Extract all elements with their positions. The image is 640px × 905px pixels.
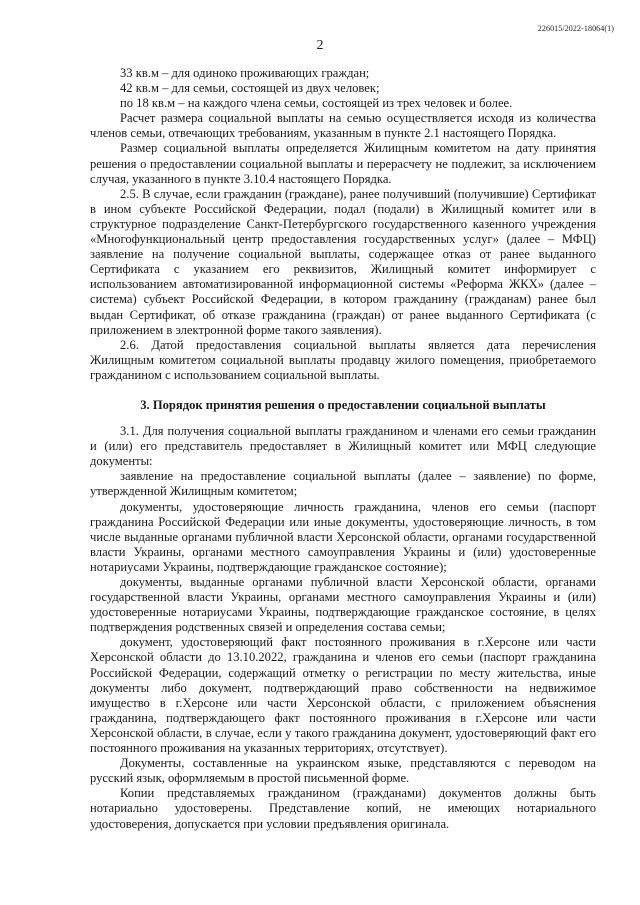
clause-3-1: 3.1. Для получения социальной выплаты гражданином и членами его семьи гражданин и (или) его представитель предоставляет в Жилищный комитет или МФЦ следующие документы: bbox=[90, 424, 596, 469]
area-norm-two: 42 кв.м – для семьи, состоящей из двух человек; bbox=[120, 81, 380, 96]
doc-item-residence: документ, удостоверяющий факт постоянного проживания в г.Херсоне или части Херсонской области до 13.10.2022, гражданина и членов его семьи (паспорт гражданина Российской Федерации, содержащий отметку о регистрации по месту жительства, иные документы либо документ, подтверждающий право собственности на недвижимое имущество в г.Херсоне или части Херсонской области, с приложением объяснения гражданина, подтверждающего факт постоянного проживания в г.Херсоне или части Херсонской области, в случае, если у такого гражданина документ, удостоверяющий факт его постоянного проживания на указанных территориях, отсутствует). bbox=[90, 635, 596, 756]
doc-item-identity: документы, удостоверяющие личность гражданина, членов его семьи (паспорт гражданина Российской Федерации или иные документы, удостоверяющие личность, в том числе выданные органами публичной власти Херсонской области, органами государственной власти Украины, органами местного самоуправления Украины и (или) удостоверенные нотариусами Украины, подтверждающие гражданское состояние); bbox=[90, 499, 596, 574]
document-body bbox=[90, 66, 596, 832]
clause-2-6: 2.6. Датой предоставления социальной выплаты является дата перечисления Жилищным комитетом социальной выплаты продавцу жилого помещения, приобретаемого гражданином с использованием социальной выплаты. bbox=[90, 337, 596, 382]
area-norm-single: 33 кв.м – для одиноко проживающих граждан; bbox=[120, 66, 370, 80]
area-norm-three-plus: по 18 кв.м – на каждого члена семьи, состоящей из трех человек и более. bbox=[120, 96, 513, 111]
paragraph-translation: Документы, составленные на украинском языке, представляются с переводом на русский язык, оформляемым в простой письменной форме. bbox=[90, 756, 596, 786]
document-number: 226015/2022-18064(1) bbox=[537, 24, 614, 33]
clause-2-5: 2.5. В случае, если гражданин (граждане), ранее получивший (получившие) Сертификат в ином субъекте Российской Федерации, подал (подали) в Жилищный комитет или в структурное подразделение Санкт-Петербургского государственного казенного учреждения «Многофункциональный центр предоставления государственных услуг» (далее – МФЦ) заявление на получение социальной выплаты, содержащее отказ от ранее выданного Сертификата с указанием его реквизитов, Жилищный комитет информирует с использованием автоматизированной информационной системы «Реформа ЖКХ» (далее – система) субъект Российской Федерации, в котором гражданину (гражданам) ранее был выдан Сертификат, об отказе гражданина (граждан) от ранее выданного Сертификата (с приложением в электронной форме такого заявления). bbox=[90, 186, 596, 337]
page-number: 2 bbox=[316, 38, 324, 53]
doc-item-family-relations: документы, выданные органами публичной власти Херсонской области, органами государственной власти Украины, органами местного самоуправления Украины и (или) удостоверенные нотариусами Украины, подтверждающие гражданское состояние, в целях подтверждения родственных связей и определения состава семьи; bbox=[90, 575, 596, 635]
paragraph-amount-determination: Размер социальной выплаты определяется Жилищным комитетом на дату принятия решения о предоставлении социальной выплаты и перерасчету не подлежит, за исключением случая, указанного в пункте 3.10.4 настоящего Порядка. bbox=[90, 141, 596, 186]
paragraph-calculation: Расчет размера социальной выплаты на семью осуществляется исходя из количества членов семьи, отвечающих требованиям, указанным в пункте 2.1 настоящего Порядка. bbox=[90, 111, 596, 141]
paragraph-notarization: Копии представляемых гражданином (гражданами) документов должны быть нотариально удостоверены. Представление копий, не имеющих нотариального удостоверения, допускается при условии предъявления оригинала. bbox=[90, 786, 596, 831]
section-heading: 3. Порядок принятия решения о предоставлении социальной выплаты bbox=[140, 397, 546, 412]
doc-item-application: заявление на предоставление социальной выплаты (далее – заявление) по форме, утвержденной Жилищным комитетом; bbox=[90, 469, 596, 499]
